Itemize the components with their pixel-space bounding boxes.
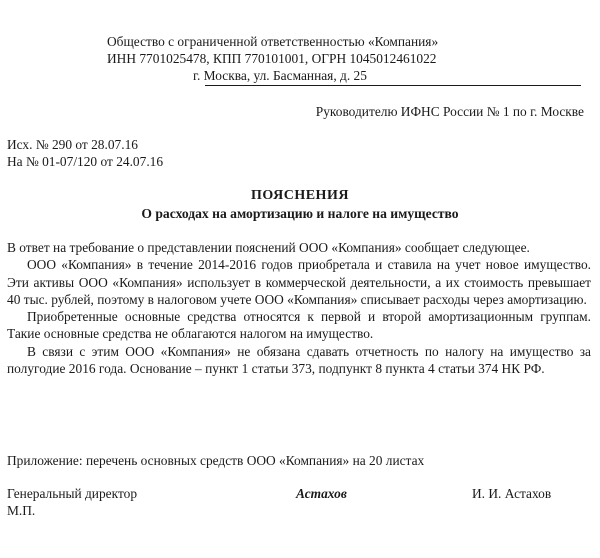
reply-reference: На № 01-07/120 от 24.07.16 xyxy=(7,154,164,169)
signer-position: Генеральный директор xyxy=(7,486,138,501)
body-paragraph: В ответ на требование о представлении пояснений ООО «Компания» сообщает следующее. xyxy=(7,240,530,255)
attachment-note: Приложение: перечень основных средств ООО «Компания» на 20 листах xyxy=(7,453,425,468)
sender-company-name: Общество с ограниченной ответственностью «Компания» xyxy=(107,34,439,49)
body-paragraph: ООО «Компания» в течение 2014-2016 годов приобретала и ставила на учет новое имущество. Эти активы ООО «Компания» использует в коммерческой деятельности, а их стоимость превышает 40 тыс. рублей, поэтому в налоговом учете ООО «Компания» списывает расходы через амортизацию. xyxy=(7,257,591,307)
signer-name: И. И. Астахов xyxy=(472,486,552,501)
stamp-place: М.П. xyxy=(7,503,36,518)
recipient: Руководителю ИФНС России № 1 по г. Москве xyxy=(315,104,584,119)
header-divider xyxy=(205,85,581,86)
document-title: ПОЯСНЕНИЯ xyxy=(251,188,349,203)
sender-address: г. Москва, ул. Басманная, д. 25 xyxy=(193,68,367,83)
sender-registration-codes: ИНН 7701025478, КПП 770101001, ОГРН 1045012461022 xyxy=(107,51,437,66)
body-paragraph: Приобретенные основные средства относятся к первой и второй амортизационным группам. Такие основные средства не облагаются налогом на имущество. xyxy=(7,309,591,342)
handwritten-signature: Астахов xyxy=(296,486,347,501)
document-body xyxy=(7,239,591,377)
document-subtitle: О расходах на амортизацию и налоге на имущество xyxy=(141,206,459,221)
body-paragraph: В связи с этим ООО «Компания» не обязана сдавать отчетность по налогу на имущество за полугодие 2016 года. Основание – пункт 1 статьи 373, подпункт 8 пункта 4 статьи 374 НК РФ. xyxy=(7,343,591,377)
outgoing-number: Исх. № 290 от 28.07.16 xyxy=(7,137,138,152)
